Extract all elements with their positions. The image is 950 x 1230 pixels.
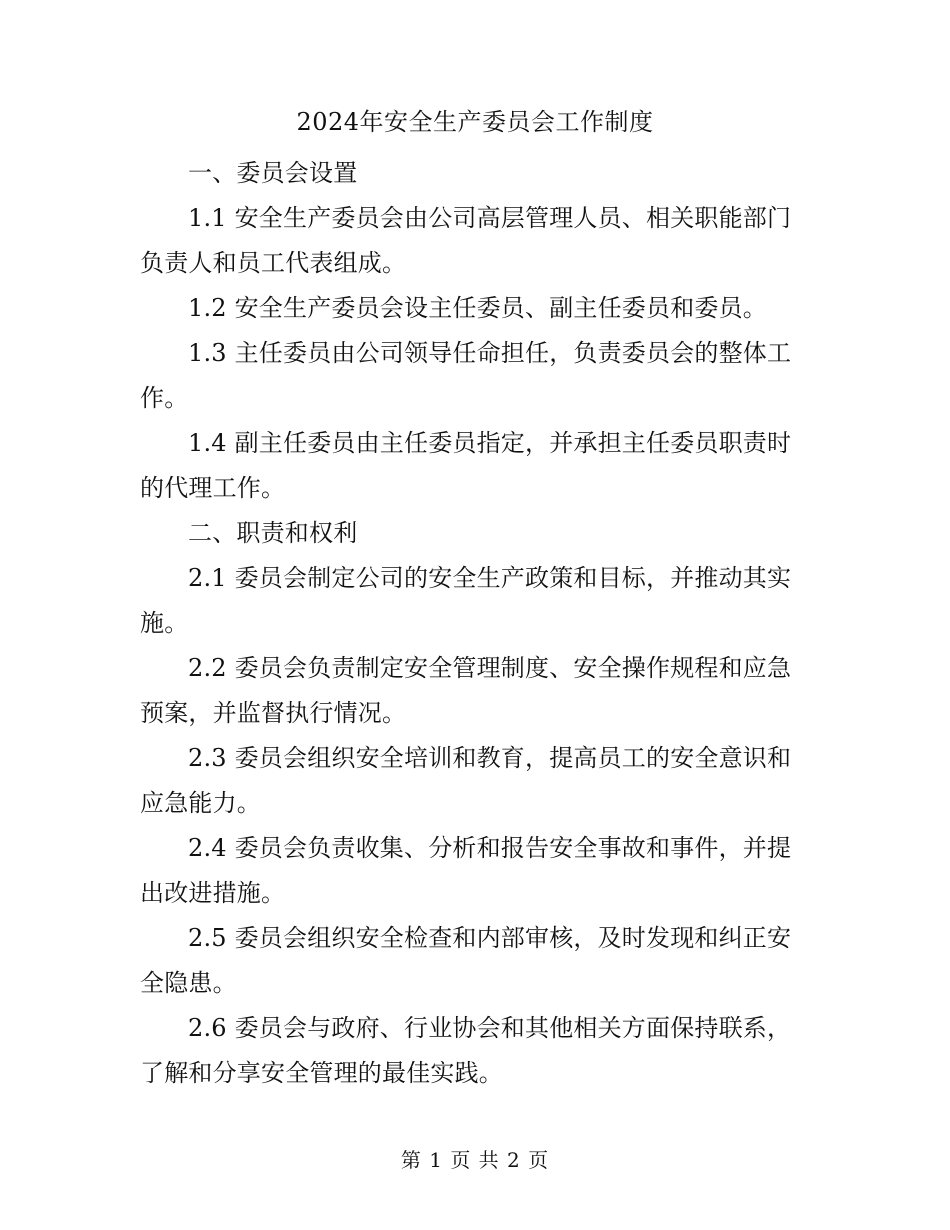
paragraph: 2.4 委员会负责收集、分析和报告安全事故和事件，并提出改进措施。 (140, 834, 792, 907)
paragraph: 2.6 委员会与政府、行业协会和其他相关方面保持联系，了解和分享安全管理的最佳实践。 (140, 1014, 792, 1087)
paragraph: 1.2 安全生产委员会设主任委员、副主任委员和委员。 (188, 294, 767, 322)
paragraph: 2.1 委员会制定公司的安全生产政策和目标，并推动其实施。 (140, 564, 792, 637)
paragraph: 2.2 委员会负责制定安全管理制度、安全操作规程和应急预案，并监督执行情况。 (140, 654, 792, 727)
paragraph: 2.5 委员会组织安全检查和内部审核，及时发现和纠正安全隐患。 (140, 924, 792, 997)
section-heading: 一、委员会设置 (188, 159, 358, 187)
section-heading: 二、职责和权利 (188, 519, 358, 547)
document-body (140, 151, 800, 1096)
page-number-footer: 第 1 页 共 2 页 (400, 1148, 550, 1172)
paragraph: 2.3 委员会组织安全培训和教育，提高员工的安全意识和应急能力。 (140, 744, 792, 817)
paragraph: 1.3 主任委员由公司领导任命担任，负责委员会的整体工作。 (140, 339, 792, 412)
paragraph: 1.1 安全生产委员会由公司高层管理人员、相关职能部门负责人和员工代表组成。 (140, 204, 792, 277)
paragraph: 1.4 副主任委员由主任委员指定，并承担主任委员职责时的代理工作。 (140, 429, 792, 502)
document-title: 2024年安全生产委员会工作制度 (296, 108, 654, 136)
